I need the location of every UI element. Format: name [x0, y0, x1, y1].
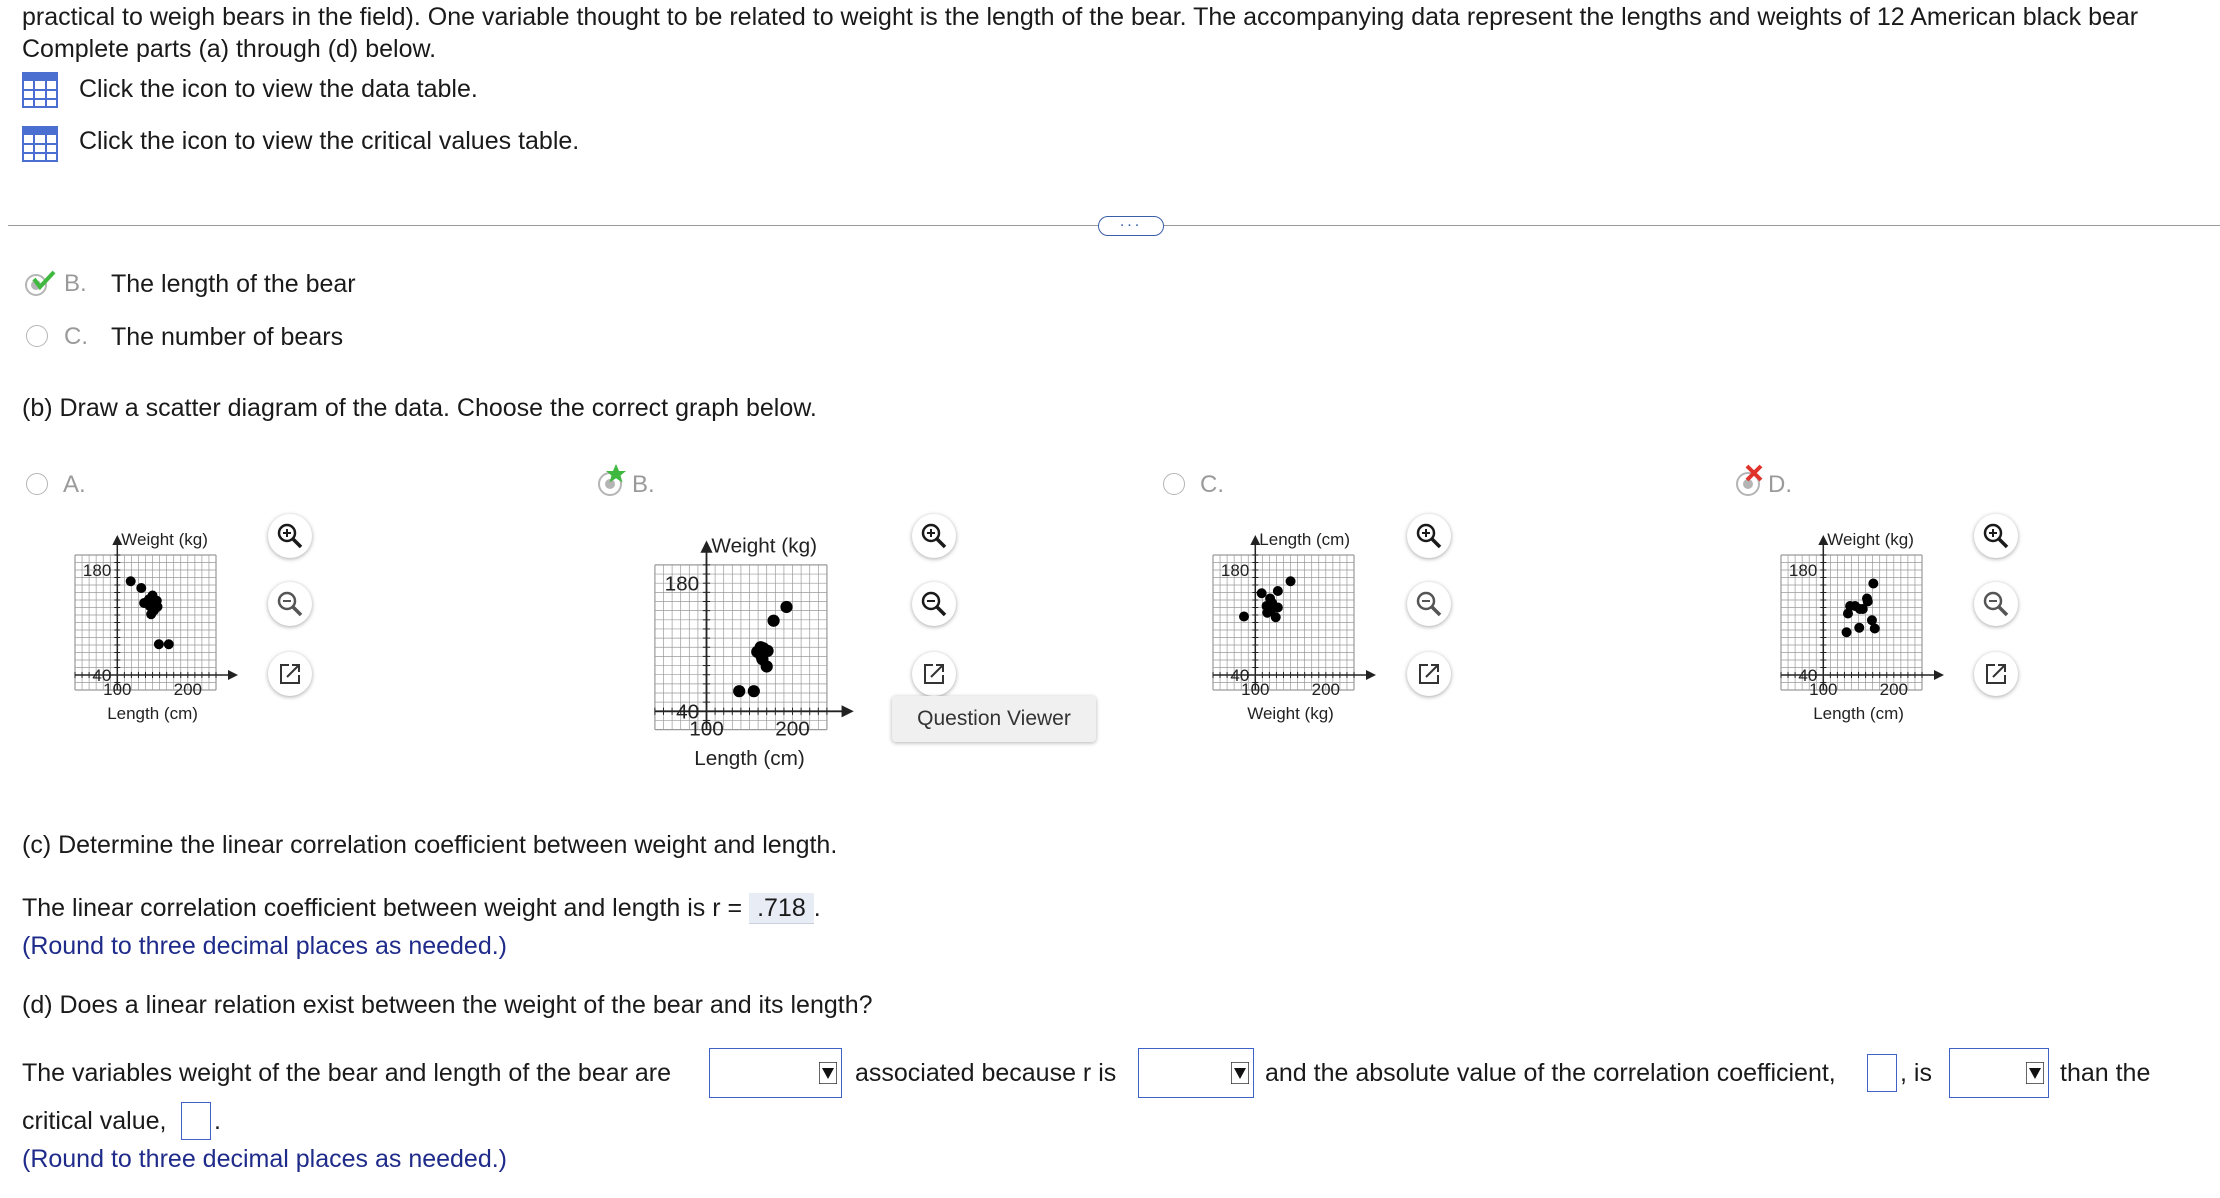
data-point: [1863, 597, 1873, 607]
data-point: [1239, 612, 1249, 622]
x-axis-arrow: [1934, 670, 1944, 680]
data-point: [1273, 603, 1283, 613]
part-c-hint: (Round to three decimal places as needed.): [22, 932, 508, 960]
y-tick-label: 180: [1788, 561, 1818, 580]
part-d-text-1: The variables weight of the bear and length of the bear are: [22, 1059, 672, 1087]
zoom-out-button-b[interactable]: [912, 582, 956, 626]
y-axis-label: Weight (kg): [121, 530, 208, 549]
part-d-text-4: , is: [1900, 1059, 1932, 1087]
option-c-letter: C.: [64, 323, 88, 350]
abs-correlation-input[interactable]: [1867, 1054, 1897, 1092]
y-axis-label: Weight (kg): [1827, 530, 1914, 549]
dropdown-arrow-icon: [815, 1049, 841, 1097]
zoom-in-button-a[interactable]: [268, 514, 312, 558]
data-point: [154, 639, 164, 649]
critical-values-link[interactable]: Click the icon to view the critical values table.: [79, 127, 580, 155]
option-b-radio[interactable]: [24, 270, 58, 305]
popout-icon: [277, 661, 303, 687]
x-tick-label: 100: [1809, 680, 1838, 699]
popout-icon: [1983, 661, 2009, 687]
data-point: [136, 583, 146, 593]
popout-button-a[interactable]: [268, 652, 312, 696]
graph-c-radio[interactable]: [1163, 473, 1185, 495]
part-c-sentence: [22, 893, 821, 924]
data-point: [748, 685, 760, 697]
zoom-out-icon: [1981, 589, 2011, 619]
graph-d-radio[interactable]: [1732, 462, 1772, 505]
popout-button-c[interactable]: [1407, 652, 1451, 696]
graph-d-letter: D.: [1768, 471, 1792, 498]
data-point: [1286, 576, 1296, 586]
option-b-text: The length of the bear: [111, 270, 356, 298]
popout-button-b[interactable]: [912, 652, 956, 696]
scatter-graph-c: [1168, 510, 1408, 730]
popout-button-d[interactable]: [1974, 652, 2018, 696]
y-tick-label: 40: [676, 700, 700, 724]
part-d-prompt: (d) Does a linear relation exist between the weight of the bear and its length?: [22, 991, 873, 1019]
x-axis-arrow: [842, 705, 854, 717]
y-axis-label: Length (cm): [1259, 530, 1351, 549]
x-tick-label: 100: [1241, 680, 1270, 699]
x-axis-label: Weight (kg): [1247, 704, 1334, 723]
part-d-text-7: .: [214, 1107, 221, 1135]
y-tick-label: 40: [1798, 666, 1818, 685]
association-select[interactable]: [709, 1048, 842, 1098]
data-point: [761, 660, 773, 672]
zoom-out-icon: [919, 589, 949, 619]
part-d-text-2: associated because r is: [855, 1059, 1117, 1087]
critical-values-icon[interactable]: [22, 126, 58, 167]
question-viewer-tooltip: Question Viewer: [892, 696, 1096, 742]
data-point: [1868, 579, 1878, 589]
x-tick-label: 100: [689, 717, 724, 741]
data-point: [164, 639, 174, 649]
data-point: [1842, 627, 1852, 637]
data-point: [761, 645, 773, 657]
data-point: [1870, 624, 1880, 634]
data-point: [733, 685, 745, 697]
x-axis-label: Length (cm): [107, 704, 198, 723]
x-axis-label: Length (cm): [694, 746, 805, 770]
x-axis-label: Length (cm): [1813, 704, 1904, 723]
zoom-in-icon: [1414, 521, 1444, 551]
y-tick-label: 40: [1230, 666, 1250, 685]
graph-a-letter: A.: [63, 471, 86, 498]
option-c-radio[interactable]: [26, 325, 48, 347]
intro-line-1: practical to weigh bears in the field). One variable thought to be related to weight is the length of the bear. The accompanying data represent the lengths and weights of 12 American black bear: [22, 3, 2139, 31]
comparison-select[interactable]: [1949, 1048, 2049, 1098]
zoom-in-icon: [275, 521, 305, 551]
popout-icon: [1416, 661, 1442, 687]
dropdown-arrow-icon: [2022, 1049, 2048, 1097]
part-d-hint: (Round to three decimal places as needed.): [22, 1145, 508, 1173]
y-tick-label: 180: [82, 561, 112, 580]
r-sign-select[interactable]: [1138, 1048, 1254, 1098]
data-point: [1257, 588, 1267, 598]
data-point: [780, 601, 792, 613]
zoom-in-icon: [1981, 521, 2011, 551]
data-point: [767, 615, 779, 627]
graph-b-letter: B.: [632, 471, 655, 498]
x-tick-label: 200: [173, 680, 202, 699]
part-d-text-5: than the: [2060, 1059, 2151, 1087]
option-b-letter: B.: [64, 270, 87, 297]
zoom-in-icon: [919, 521, 949, 551]
part-b-prompt: (b) Draw a scatter diagram of the data. Choose the correct graph below.: [22, 394, 817, 422]
option-c-text: The number of bears: [111, 323, 344, 351]
correlation-answer[interactable]: .718: [749, 893, 814, 924]
part-d-text-6: critical value,: [22, 1107, 167, 1135]
data-point: [1854, 623, 1864, 633]
more-options-button[interactable]: ...: [1098, 216, 1164, 236]
critical-value-input[interactable]: [181, 1102, 211, 1140]
zoom-in-button-d[interactable]: [1974, 514, 2018, 558]
zoom-out-icon: [275, 589, 305, 619]
data-point: [126, 576, 136, 586]
scatter-graph-d: [1736, 510, 1976, 730]
data-point: [152, 602, 162, 612]
zoom-out-button-a[interactable]: [268, 582, 312, 626]
zoom-out-button-c[interactable]: [1407, 582, 1451, 626]
dropdown-arrow-icon: [1227, 1049, 1253, 1097]
popout-icon: [921, 661, 947, 687]
zoom-out-button-d[interactable]: [1974, 582, 2018, 626]
x-tick-label: 200: [1311, 680, 1340, 699]
x-tick-label: 100: [103, 680, 132, 699]
zoom-in-button-c[interactable]: [1407, 514, 1451, 558]
data-point: [1273, 586, 1283, 596]
y-tick-label: 180: [1220, 561, 1250, 580]
y-tick-label: 40: [92, 666, 112, 685]
y-axis-label: Weight (kg): [711, 534, 818, 558]
zoom-out-icon: [1414, 589, 1444, 619]
x-axis-arrow: [1366, 670, 1376, 680]
x-tick-label: 200: [1879, 680, 1908, 699]
intro-line-2: Complete parts (a) through (d) below.: [22, 35, 437, 63]
y-tick-label: 180: [664, 572, 700, 596]
graph-b-radio[interactable]: [594, 462, 634, 505]
part-d-text-3: and the absolute value of the correlation coefficient,: [1265, 1059, 1836, 1087]
part-c-prompt: (c) Determine the linear correlation coefficient between weight and length.: [22, 831, 838, 859]
scatter-graph-a: [30, 510, 270, 730]
graph-c-letter: C.: [1200, 471, 1224, 498]
zoom-in-button-b[interactable]: [912, 514, 956, 558]
data-table-icon[interactable]: [22, 72, 58, 113]
part-c-sentence-suffix: .: [813, 894, 821, 922]
data-table-link[interactable]: Click the icon to view the data table.: [79, 75, 478, 103]
data-point: [1271, 612, 1281, 622]
graph-a-radio[interactable]: [26, 473, 48, 495]
x-tick-label: 200: [775, 717, 810, 741]
part-c-sentence-prefix: The linear correlation coefficient between weight and length is r =: [22, 894, 743, 922]
x-axis-arrow: [228, 670, 238, 680]
scatter-graph-b: [600, 510, 890, 780]
